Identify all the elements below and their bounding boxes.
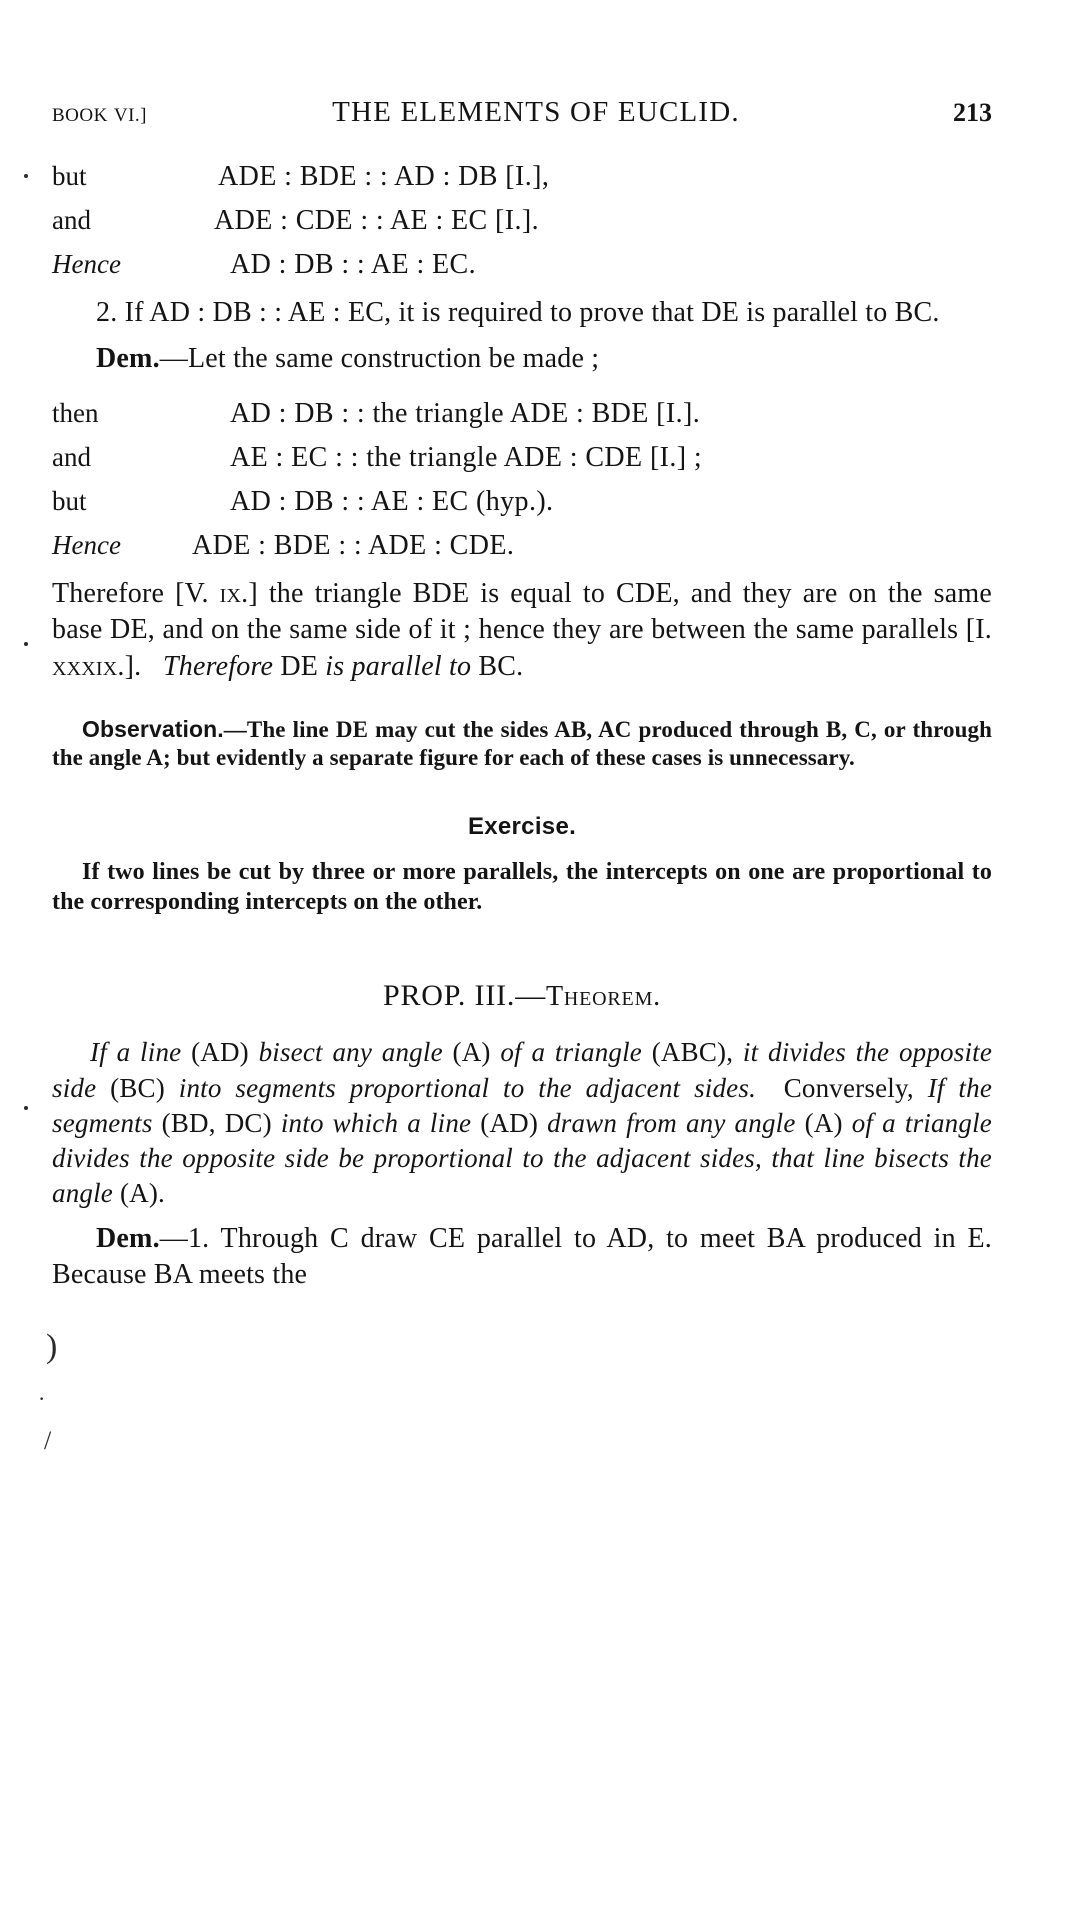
enunciation-5a: of a triangle divides the opposite side be proportional to the adjacent sides, that line bisects the angle bbox=[52, 1107, 992, 1208]
proportion-expression: ADE : BDE : : AD : DB [I.], bbox=[218, 161, 550, 192]
enunciation-1c: of a triangle bbox=[500, 1037, 642, 1068]
dem-text: —Let the same construction be made ; bbox=[159, 343, 600, 375]
margin-pen-mark: / bbox=[44, 1426, 52, 1455]
enunciation-ref-ad-2: (AD) bbox=[480, 1107, 539, 1138]
proportion-lead: but bbox=[52, 485, 87, 516]
dem-text-2: —1. Through C draw CE parallel to AD, to meet BA produced in E. Because BA meets the bbox=[52, 1222, 992, 1291]
page-number: 213 bbox=[953, 98, 992, 127]
proportion-line bbox=[52, 529, 992, 561]
therefore-roman-2: BC. bbox=[478, 650, 524, 682]
margin-speck bbox=[24, 1106, 28, 1110]
running-head bbox=[52, 96, 992, 129]
running-head-book-prefix: BOOK bbox=[52, 105, 108, 126]
proportion-expression: AD : DB : : the triangle ADE : BDE [I.]. bbox=[230, 397, 701, 429]
therefore-roman-1: DE bbox=[280, 650, 319, 682]
running-head-book-number: VI.] bbox=[113, 105, 147, 126]
proportion-lead: then bbox=[52, 397, 99, 428]
enunciation-3a: If the segments bbox=[52, 1072, 993, 1138]
enunciation-ref-bd-dc: (BD, DC) bbox=[161, 1107, 272, 1138]
therefore-part-3: ]. bbox=[124, 650, 142, 682]
enunciation-conversely: Conversely, bbox=[783, 1072, 914, 1103]
proportion-lead: Hence bbox=[52, 249, 121, 279]
therefore-italic-1: Therefore bbox=[162, 650, 274, 682]
proportion-lead: and bbox=[52, 205, 91, 235]
margin-pen-mark: · bbox=[38, 1386, 46, 1411]
enunciation-paragraph bbox=[52, 1035, 992, 1210]
proportion-lead: Hence bbox=[52, 529, 121, 560]
proportion-line bbox=[52, 251, 992, 279]
therefore-italic-2: is parallel to bbox=[325, 650, 472, 682]
enunciation-ref-abc: (ABC), bbox=[651, 1037, 734, 1068]
therefore-paragraph bbox=[52, 576, 992, 685]
enunciation-ref-bc: (BC) bbox=[110, 1072, 165, 1103]
proportion-expression: AE : EC : : the triangle ADE : CDE [I.] ; bbox=[230, 441, 703, 473]
proportion-lead: and bbox=[52, 441, 91, 472]
margin-speck bbox=[24, 174, 28, 178]
enunciation-1a: If a line bbox=[90, 1037, 182, 1068]
proportion-lead: but bbox=[52, 161, 87, 191]
dem-label: Dem. bbox=[96, 343, 160, 375]
observation-block bbox=[52, 715, 992, 773]
proportion-line bbox=[52, 163, 992, 191]
demonstration-1 bbox=[52, 341, 992, 377]
observation-paragraph bbox=[52, 715, 992, 773]
exercise-heading: Exercise. bbox=[467, 812, 577, 840]
therefore-smallcaps-2: xxxix. bbox=[52, 650, 125, 682]
observation-text: —The line DE may cut the sides AB, AC produced through B, C, or through the angle A; but evidently a separate figure for each of these cases is unnecessary. bbox=[52, 716, 992, 771]
page-content bbox=[52, 96, 992, 1304]
proportion-block-2 bbox=[52, 397, 992, 561]
demonstration-2 bbox=[52, 1221, 992, 1294]
proportion-line bbox=[52, 441, 992, 473]
proportion-expression: ADE : CDE : : AE : EC [I.]. bbox=[214, 205, 539, 236]
enunciation-4a: into which a line bbox=[280, 1107, 472, 1138]
exercise-block bbox=[52, 813, 992, 917]
enunciation-ref-a-2: (A) bbox=[804, 1107, 843, 1138]
proportion-line bbox=[52, 485, 992, 517]
running-head-book bbox=[52, 101, 147, 127]
enunciation-ref-ad: (AD) bbox=[191, 1037, 249, 1068]
proportion-expression: ADE : BDE : : ADE : CDE. bbox=[192, 529, 515, 561]
proportion-line bbox=[52, 207, 992, 235]
proposition-heading-main: PROP. III.— bbox=[383, 979, 547, 1013]
therefore-part-1: Therefore [V. bbox=[52, 577, 220, 609]
enunciation-4b: drawn from any angle bbox=[547, 1107, 796, 1138]
proposition-heading bbox=[52, 979, 992, 1013]
enunciation-ref-a-3: (A). bbox=[119, 1177, 165, 1208]
margin-pen-mark: ) bbox=[46, 1328, 58, 1365]
proportion-expression: AD : DB : : AE : EC (hyp.). bbox=[230, 485, 554, 517]
margin-speck bbox=[24, 642, 28, 646]
observation-label: Observation. bbox=[82, 715, 224, 742]
therefore-part-2: ] the triangle BDE is equal to CDE, and they are on the same base DE, and on the same side of it ; hence they are between the same parallels [I. bbox=[52, 577, 992, 646]
proportion-line bbox=[52, 397, 992, 429]
exercise-text: If two lines be cut by three or more parallels, the intercepts on one are proportional to the corresponding intercepts on the other. bbox=[52, 858, 992, 916]
enunciation-1b: bisect any angle bbox=[258, 1037, 443, 1068]
dem-label-2: Dem. bbox=[96, 1222, 160, 1254]
enunciation-ref-a: (A) bbox=[452, 1037, 491, 1068]
running-head-title: THE ELEMENTS OF EUCLID. bbox=[332, 96, 740, 128]
proposition-heading-theorem: Theorem. bbox=[546, 981, 661, 1013]
proportion-expression: AD : DB : : AE : EC. bbox=[230, 249, 477, 280]
enunciation-2a: it divides the opposite side bbox=[52, 1037, 993, 1103]
converse-paragraph: 2. If AD : DB : : AE : EC, it is required to prove that DE is parallel to BC. bbox=[96, 297, 940, 328]
therefore-smallcaps-1: ix. bbox=[219, 577, 249, 609]
enunciation-2b: into segments proportional to the adjacent sides. bbox=[178, 1072, 757, 1103]
